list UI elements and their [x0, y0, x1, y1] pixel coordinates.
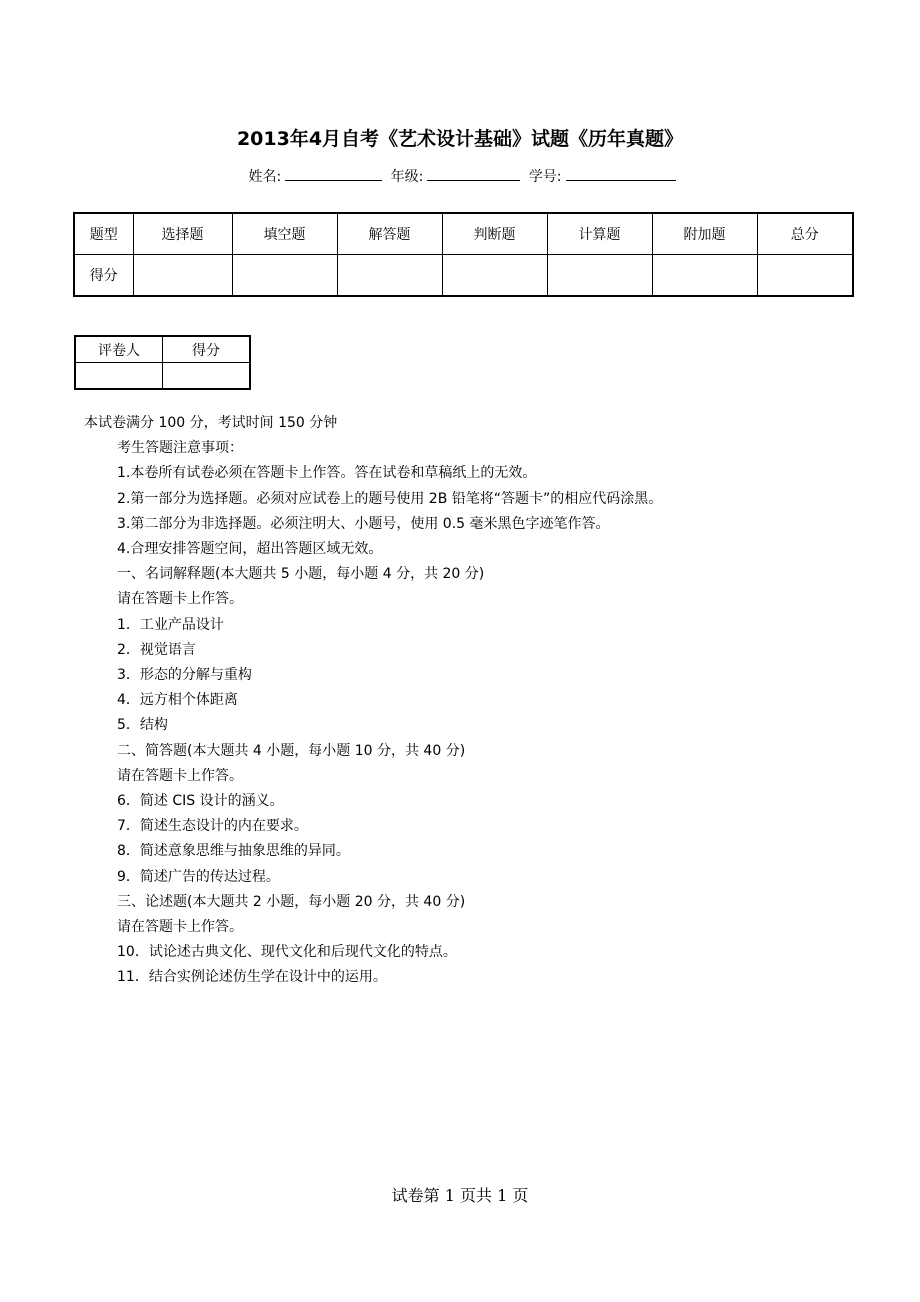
header-cell: 题型: [74, 213, 133, 255]
grade-label: 年级:: [390, 169, 424, 185]
question-item: 3．形态的分解与重构: [117, 667, 252, 684]
grader-blank-cell: [75, 363, 163, 390]
name-label: 姓名:: [248, 169, 282, 185]
exam-line: 请在答题卡上作答。: [117, 591, 243, 608]
question-item: 8．简述意象思维与抽象思维的异同。: [117, 843, 350, 860]
section-heading: 三、论述题(本大题共 2 小题，每小题 20 分，共 40 分): [117, 893, 466, 910]
header-cell: 附加题: [652, 213, 757, 255]
score-cell: [652, 255, 757, 297]
header-cell: 总分: [757, 213, 853, 255]
score-cell: [337, 255, 442, 297]
exam-line: 请在答题卡上作答。: [117, 919, 243, 936]
grader-header-row: [75, 336, 250, 363]
exam-line: 2.第一部分为选择题。必须对应试卷上的题号使用 2B 铅笔将“答题卡”的相应代码涂黑。: [117, 490, 663, 507]
grader-table: [74, 335, 251, 390]
name-blank: [285, 166, 382, 181]
exam-body: [84, 411, 662, 991]
question-item: 6．简述 CIS 设计的涵义。: [117, 793, 284, 810]
exam-line: 4.合理安排答题空间，超出答题区域无效。: [117, 541, 383, 558]
score-cell: [442, 255, 547, 297]
section-heading: 一、名词解释题(本大题共 5 小题，每小题 4 分，共 20 分): [117, 566, 485, 583]
question-item: 1．工业产品设计: [117, 616, 224, 633]
score-table-score-row: [74, 255, 853, 297]
question-item: 10．试论述古典文化、现代文化和后现代文化的特点。: [117, 944, 457, 961]
header-cell: 判断题: [442, 213, 547, 255]
exam-line: 1.本卷所有试卷必须在答题卡上作答。答在试卷和草稿纸上的无效。: [117, 465, 537, 482]
exam-line: 请在答题卡上作答。: [117, 767, 243, 784]
section-heading: 二、简答题(本大题共 4 小题，每小题 10 分，共 40 分): [117, 742, 466, 759]
exam-line: 考生答题注意事项：: [117, 440, 243, 457]
score-cell: [547, 255, 652, 297]
grader-header-cell: 评卷人: [75, 336, 163, 363]
header-cell: 解答题: [337, 213, 442, 255]
score-cell: [757, 255, 853, 297]
score-row-label: 得分: [74, 255, 133, 297]
student-info: [0, 166, 920, 186]
score-cell: [232, 255, 337, 297]
grader-blank-cell: [163, 363, 251, 390]
exam-line: 3.第二部分为非选择题。必须注明大、小题号，使用 0.5 毫米黑色字迹笔作答。: [117, 515, 610, 532]
grade-blank: [427, 166, 520, 181]
grader-header-cell: 得分: [163, 336, 251, 363]
question-item: 2．视觉语言: [117, 641, 196, 658]
score-table-header-row: [74, 213, 853, 255]
id-label: 学号:: [528, 169, 562, 185]
grader-blank-row: [75, 363, 250, 390]
id-blank: [566, 166, 676, 181]
score-table: [73, 212, 854, 297]
page-footer: 试卷第 1 页共 1 页: [391, 1186, 529, 1205]
exam-line: 本试卷满分 100 分，考试时间 150 分钟: [84, 415, 338, 431]
header-cell: 计算题: [547, 213, 652, 255]
question-item: 7．简述生态设计的内在要求。: [117, 818, 308, 835]
score-cell: [133, 255, 232, 297]
header-cell: 选择题: [133, 213, 232, 255]
question-item: 5．结构: [117, 717, 168, 734]
question-item: 9．简述广告的传达过程。: [117, 868, 280, 885]
question-item: 4．远方相个体距离: [117, 692, 238, 709]
question-item: 11．结合实例论述仿生学在设计中的运用。: [117, 969, 387, 986]
page-title: 2013年4月自考《艺术设计基础》试题《历年真题》: [236, 128, 684, 150]
header-cell: 填空题: [232, 213, 337, 255]
